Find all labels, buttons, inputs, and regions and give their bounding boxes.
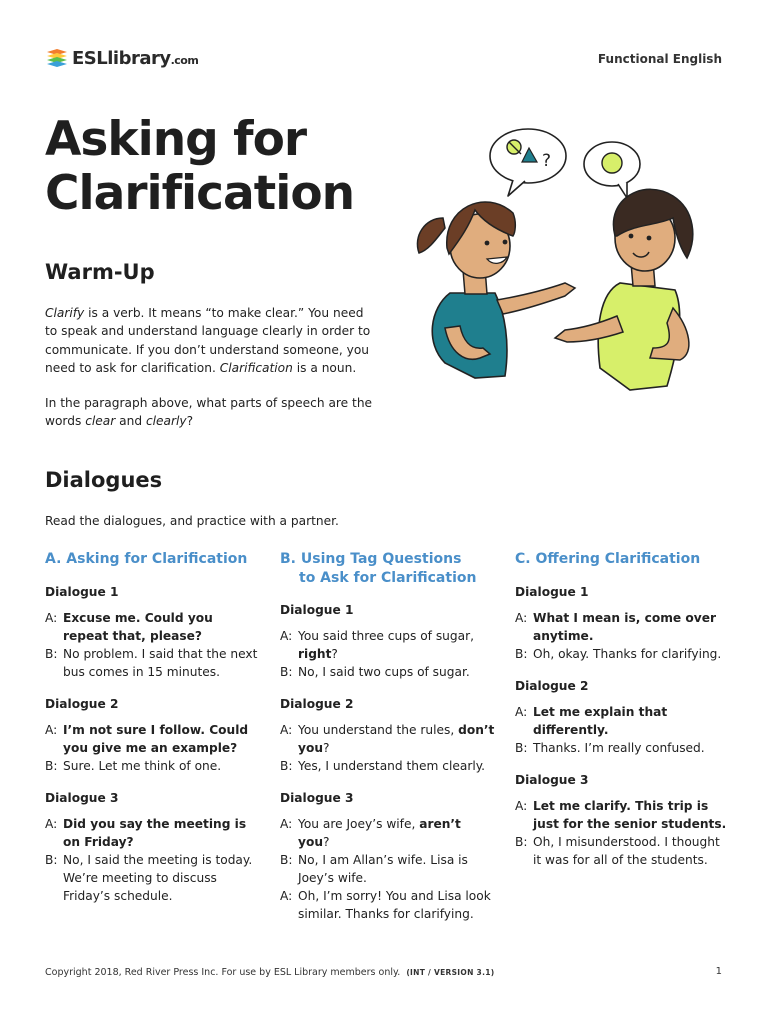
svg-text:?: ? — [542, 151, 552, 171]
logo-text: ESLlibrary — [72, 47, 171, 69]
dialogue-text-part: No, I said two cups of sugar. — [298, 665, 470, 679]
dialogue-text — [63, 815, 260, 851]
boy-figure — [555, 189, 693, 390]
speaker-label: B: — [515, 646, 528, 661]
dialogue-text — [298, 815, 495, 851]
key-phrase: right — [298, 647, 332, 661]
speaker-label: A: — [280, 889, 293, 903]
dialogue-line — [280, 851, 495, 887]
dialogue-text-part: ? — [331, 647, 338, 661]
dialogue-text — [298, 851, 495, 887]
speaker-label: B: — [280, 665, 293, 679]
dialogue-line — [45, 757, 260, 775]
column-title-line: C. Offering Clarification — [515, 551, 701, 567]
dialogue-text-part: You understand the rules, — [298, 723, 459, 737]
key-phrase: Excuse me. Could you repeat that, please? — [63, 610, 213, 643]
books-logo-icon — [45, 46, 69, 70]
column-title-line: B. Using Tag Questions — [280, 551, 462, 567]
dialogue-line — [280, 757, 495, 775]
dialogue-line — [515, 833, 730, 869]
key-phrase: I’m not sure I follow. Could you give me an example? — [63, 722, 249, 755]
key-phrase: Let me clarify. This trip is just for the senior students. — [533, 798, 727, 831]
dialogue-column-b — [280, 550, 495, 923]
dialogue-text — [533, 797, 730, 833]
dialogue-line — [280, 887, 495, 923]
speaker-label: B: — [45, 646, 58, 661]
speaker-label: B: — [515, 834, 528, 849]
key-phrase: don’t you — [298, 723, 495, 755]
speaker-label: B: — [280, 853, 293, 867]
question-text: In the paragraph above, what parts of speech are the words — [45, 396, 373, 429]
copyright-text: Copyright 2018, Red River Press Inc. For use by ESL Library members only. — [45, 967, 401, 978]
dialogue-title: Dialogue 2 — [515, 678, 589, 693]
dialogues-intro: Read the dialogues, and practice with a partner. — [45, 514, 339, 528]
dialogue-text — [298, 757, 485, 775]
speaker-label: A: — [515, 704, 528, 719]
dialogue-text-part: No problem. I said that the next bus comes in 15 minutes. — [63, 646, 258, 679]
key-phrase: Let me explain that differently. — [533, 704, 668, 737]
speaker-label: A: — [280, 629, 293, 643]
dialogue-text-part: You said three cups of sugar, — [298, 629, 474, 643]
dialogue-line — [45, 721, 260, 757]
dialogue-text — [533, 833, 730, 869]
dialogue-line — [45, 645, 260, 681]
speaker-label: A: — [515, 610, 528, 625]
speech-bubble-confused-icon — [490, 129, 566, 196]
dialogue-line — [45, 851, 260, 905]
speaker-label: A: — [45, 816, 58, 831]
dialogue-line — [515, 609, 730, 645]
dialogue-column-a — [45, 550, 260, 905]
speaker-label: B: — [515, 740, 528, 755]
dialogue-text-part: Yes, I understand them clearly. — [298, 759, 486, 773]
dialogue-line — [515, 797, 730, 833]
speaker-label: B: — [45, 758, 58, 773]
dialogue-text — [63, 721, 260, 757]
brand-logo — [45, 44, 198, 72]
column-title — [280, 550, 495, 587]
question-text: and — [115, 414, 146, 429]
dialogue-title: Dialogue 3 — [280, 791, 354, 805]
dialogue-text-part: Oh, I’m sorry! You and Lisa look similar. Thanks for clarifying. — [298, 889, 491, 921]
speaker-label: A: — [280, 723, 293, 737]
dialogue-line — [515, 645, 730, 663]
term-clarification: Clarification — [219, 360, 293, 375]
dialogue-text — [63, 757, 221, 775]
key-phrase: aren’t you — [298, 817, 461, 849]
dialogue-line — [280, 721, 495, 757]
dialogue-text-part: ? — [323, 741, 330, 755]
key-phrase: Did you say the meeting is on Friday? — [63, 816, 247, 849]
speaker-label: A: — [45, 722, 58, 737]
dialogue-text — [298, 627, 495, 663]
dialogue-text-part: Oh, okay. Thanks for clarifying. — [533, 646, 722, 661]
two-people-talking-illustration — [405, 118, 715, 398]
dialogue-title: Dialogue 1 — [45, 584, 119, 599]
dialogue-line — [45, 815, 260, 851]
dialogue-text — [533, 739, 705, 757]
warmup-heading: Warm-Up — [45, 260, 155, 284]
dialogue-line — [515, 739, 730, 757]
girl-figure — [417, 202, 575, 378]
category-label: Functional English — [597, 52, 722, 66]
version-label: (INT / VERSION 3.1) — [406, 968, 495, 977]
term-clearly: clearly — [145, 414, 187, 429]
warmup-text: is a noun. — [292, 360, 357, 375]
dialogue-text-part: Sure. Let me think of one. — [63, 758, 222, 773]
speech-bubble-understood-icon — [584, 142, 640, 198]
dialogue-title: Dialogue 3 — [45, 790, 119, 805]
dialogue-text — [533, 645, 721, 663]
speaker-label: B: — [45, 852, 58, 867]
speaker-label: B: — [280, 759, 293, 773]
dialogue-text-part: You are Joey’s wife, — [298, 817, 420, 831]
dialogue-line — [280, 815, 495, 851]
dialogue-text — [298, 721, 495, 757]
dialogue-column-c — [515, 550, 730, 869]
logo-suffix: .com — [170, 53, 199, 67]
dialogue-text-part: Thanks. I’m really confused. — [533, 740, 705, 755]
dialogue-line — [280, 627, 495, 663]
dialogue-text — [63, 609, 260, 645]
term-clear: clear — [85, 414, 116, 429]
speaker-label: A: — [45, 610, 58, 625]
dialogue-text-part: Oh, I misunderstood. I thought it was for all of the students. — [533, 834, 720, 867]
column-title-line: to Ask for Clarification — [299, 569, 477, 586]
dialogue-line — [515, 703, 730, 739]
dialogue-title: Dialogue 1 — [280, 603, 354, 617]
dialogue-text — [298, 887, 495, 923]
dialogue-text — [63, 851, 260, 905]
warmup-question — [45, 394, 375, 431]
dialogue-line — [45, 609, 260, 645]
speaker-label: A: — [515, 798, 528, 813]
column-title-line: A. Asking for Clarification — [45, 551, 248, 567]
dialogues-heading: Dialogues — [45, 468, 163, 492]
term-clarify: Clarify — [45, 306, 85, 320]
footer-copyright — [45, 967, 494, 978]
dialogue-text-part: No, I said the meeting is today. We’re meeting to discuss Friday’s schedule. — [63, 852, 253, 903]
warmup-paragraph — [45, 304, 375, 377]
key-phrase: What I mean is, come over anytime. — [533, 610, 717, 643]
dialogue-line — [280, 663, 495, 681]
page-number: 1 — [715, 966, 722, 977]
dialogue-title: Dialogue 2 — [45, 696, 119, 711]
question-text: ? — [186, 414, 194, 429]
dialogue-title: Dialogue 1 — [515, 584, 589, 599]
warmup-text: is a verb. It means “to make clear.” You need to speak and understand language clearly in order to communicate. If you don’t understand someone, you need to ask for clarification. — [45, 306, 371, 375]
speaker-label: A: — [280, 817, 293, 831]
dialogue-text — [63, 645, 260, 681]
column-title — [515, 550, 730, 569]
dialogue-text — [533, 703, 730, 739]
dialogue-text — [533, 609, 730, 645]
dialogue-title: Dialogue 3 — [515, 772, 589, 787]
dialogue-text-part: No, I am Allan’s wife. Lisa is Joey’s wife. — [298, 853, 468, 885]
dialogue-text — [298, 663, 470, 681]
column-title — [45, 550, 260, 569]
dialogue-title: Dialogue 2 — [280, 697, 354, 711]
page-title: Asking for Clarification — [45, 112, 355, 221]
dialogue-text-part: ? — [323, 835, 330, 849]
